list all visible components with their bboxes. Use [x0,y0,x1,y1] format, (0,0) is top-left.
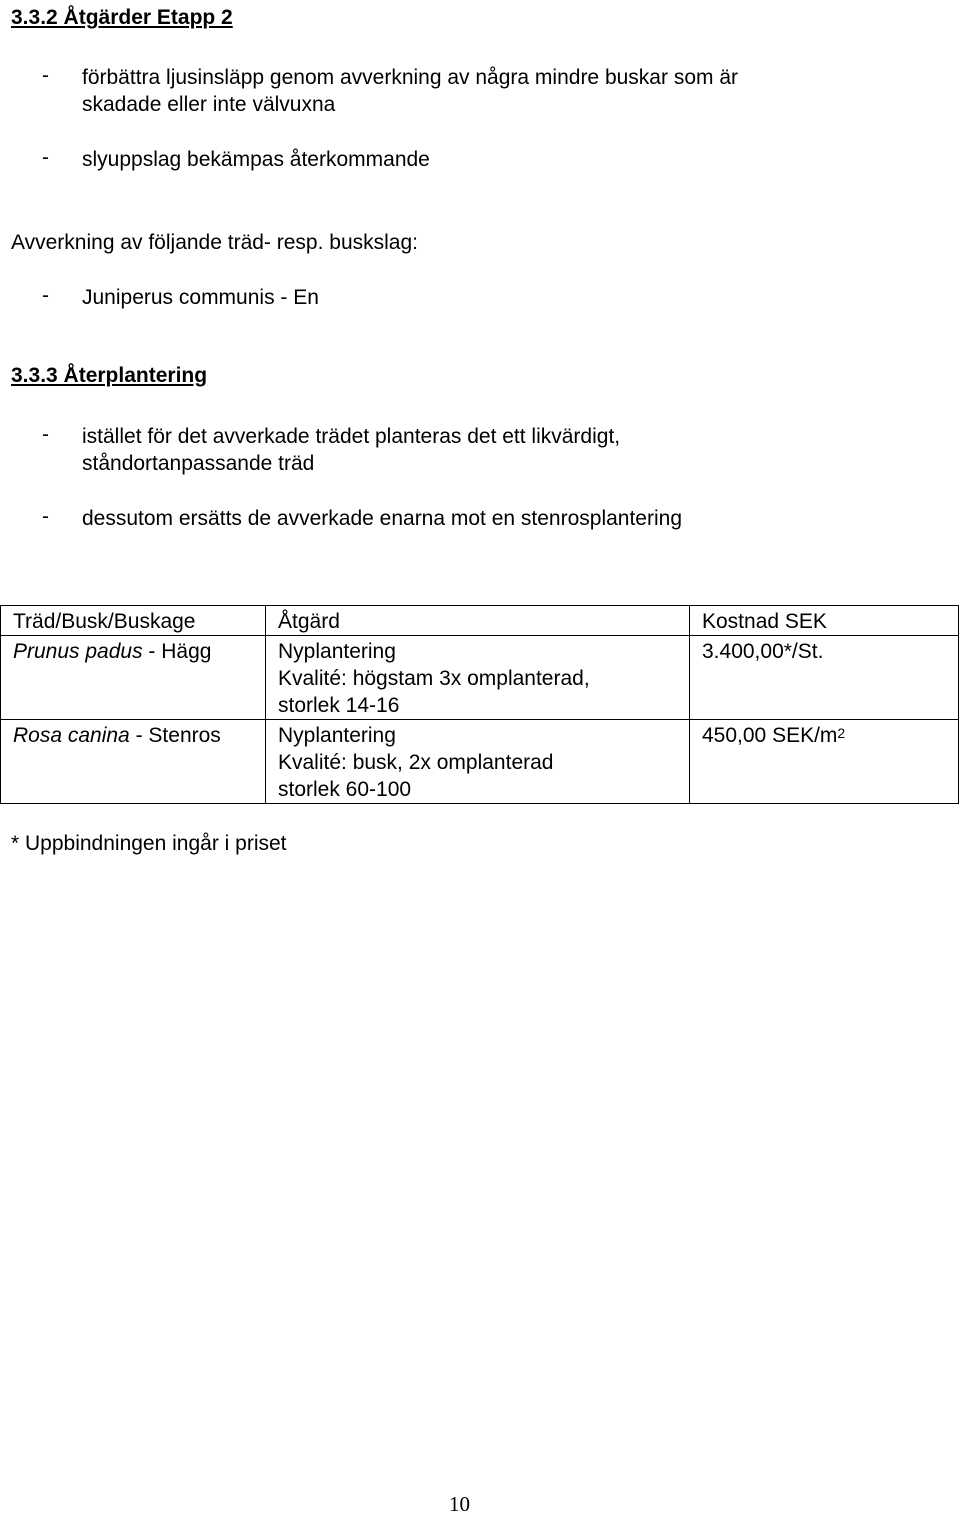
bullet-line: dessutom ersätts de avverkade enarna mot en stenrosplantering [82,507,683,530]
section-heading-333: 3.3.3 Återplantering [11,364,208,387]
table-header-row [1,606,959,636]
species-latin: Prunus padus [13,640,143,663]
cost-value: 450,00 SEK/m [702,724,838,747]
cost-cell [690,720,959,804]
bullet-line: istället för det avverkade trädet planteras det ett likvärdigt, [82,425,621,448]
species-cell [1,720,266,804]
cost-value: 3.400,00*/St. [702,640,824,663]
table-header-cell: Kostnad SEK [690,606,959,636]
bullet-line: förbättra ljusinsläpp genom avverkning av några mindre buskar som är [82,66,738,89]
bullet-item [82,423,620,477]
bullet-line: skadade eller inte välvuxna [82,93,336,116]
action-line: storlek 14-16 [278,694,400,717]
bullet-item [82,64,738,118]
action-line: Kvalité: busk, 2x omplanterad [278,751,554,774]
bullet-item [82,146,430,173]
bullet-dash: - [42,64,49,87]
species-common: Stenros [148,724,221,747]
cost-table [0,605,959,804]
bullet-line: slyuppslag bekämpas återkommande [82,148,430,171]
cost-superscript: 2 [837,725,846,741]
species-common: Hägg [161,640,212,663]
bullet-dash: - [42,146,49,169]
bullet-dash: - [42,284,49,307]
table-row [1,720,959,804]
cost-cell [690,636,959,720]
bullet-dash: - [42,505,49,528]
page-number: 10 [449,1492,470,1516]
footnote: * Uppbindningen ingår i priset [11,832,287,855]
species-separator: - [129,724,149,747]
action-line: Nyplantering [278,724,396,747]
species-separator: - [142,640,162,663]
action-cell [266,720,690,804]
table-row [1,636,959,720]
action-line: Nyplantering [278,640,396,663]
section-heading-332: 3.3.2 Åtgärder Etapp 2 [11,6,233,29]
table-header-cell: Åtgärd [266,606,690,636]
species-item: Juniperus communis - En [82,286,319,309]
species-intro: Avverkning av följande träd- resp. buskslag: [11,231,418,254]
bullet-line: ståndortanpassande träd [82,452,315,475]
species-cell [1,636,266,720]
species-latin: Rosa canina [13,724,130,747]
action-cell [266,636,690,720]
bullet-item [82,505,682,532]
action-line: storlek 60-100 [278,778,412,801]
action-line: Kvalité: högstam 3x omplanterad, [278,667,590,690]
table-header-cell: Träd/Busk/Buskage [1,606,266,636]
bullet-dash: - [42,423,49,446]
